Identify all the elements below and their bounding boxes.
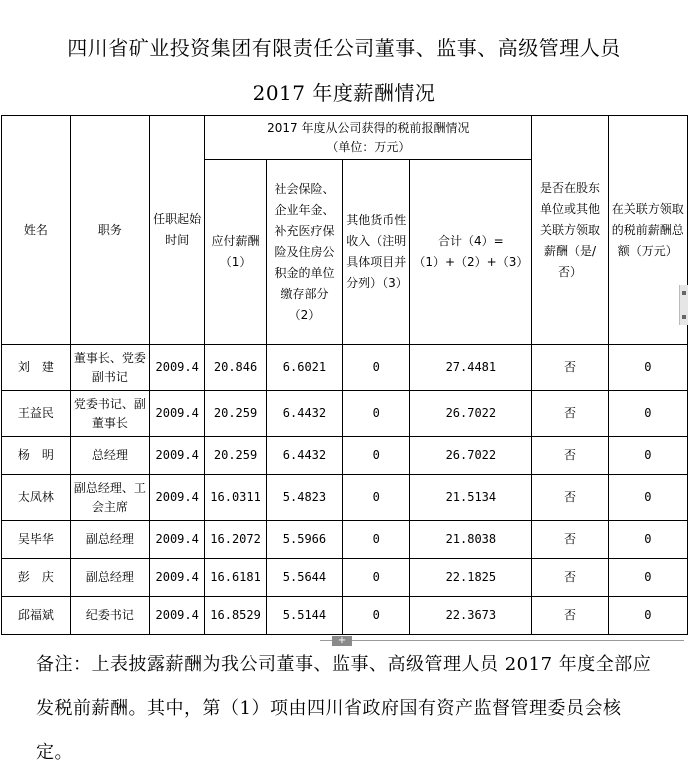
- cell-related-question: 否: [532, 345, 608, 391]
- cell-social: 5.4823: [266, 475, 342, 521]
- cell-name: 邱福斌: [2, 597, 71, 635]
- header-position: 职务: [70, 116, 149, 345]
- document-title-line2: 2017 年度薪酬情况: [252, 81, 436, 105]
- cell-related-amount: 0: [608, 597, 687, 635]
- cell-position: 副总经理: [70, 521, 149, 559]
- table-row: [2, 597, 688, 635]
- header-related-question: 是否在股东单位或其他关联方领取薪酬（是/否）: [532, 116, 608, 345]
- cell-name: 太凤林: [2, 475, 71, 521]
- cell-related-question: 否: [532, 559, 608, 597]
- cell-start: 2009.4: [150, 345, 205, 391]
- header-total: 合计（4）=（1）+（2）+（3）: [410, 160, 532, 345]
- table-resize-handle[interactable]: [679, 285, 688, 325]
- header-salary: 应付薪酬（1）: [205, 160, 266, 345]
- cell-total: 26.7022: [410, 437, 532, 475]
- cell-other: 0: [343, 391, 410, 437]
- cell-salary: 20.259: [205, 391, 266, 437]
- cell-start: 2009.4: [150, 521, 205, 559]
- cell-start: 2009.4: [150, 597, 205, 635]
- cell-total: 21.5134: [410, 475, 532, 521]
- table-row: [2, 475, 688, 521]
- cell-total: 22.3673: [410, 597, 532, 635]
- compensation-table: [1, 115, 688, 635]
- cell-related-amount: 0: [608, 437, 687, 475]
- cell-position: 副总经理、工会主席: [70, 475, 149, 521]
- header-group: [205, 116, 532, 160]
- cell-related-question: 否: [532, 597, 608, 635]
- cell-name: 杨 明: [2, 437, 71, 475]
- cell-social: 6.4432: [266, 437, 342, 475]
- cell-total: 21.8038: [410, 521, 532, 559]
- cell-salary: 16.8529: [205, 597, 266, 635]
- table-insert-guide-line: [320, 640, 684, 641]
- cell-other: 0: [343, 559, 410, 597]
- cell-salary: 16.2072: [205, 521, 266, 559]
- cell-related-question: 否: [532, 475, 608, 521]
- cell-related-question: 否: [532, 437, 608, 475]
- header-social-insurance: 社会保险、企业年金、补充医疗保险及住房公积金的单位缴存部分（2）: [266, 160, 342, 345]
- cell-start: 2009.4: [150, 437, 205, 475]
- cell-name: 吴毕华: [2, 521, 71, 559]
- cell-other: 0: [343, 521, 410, 559]
- header-name: 姓名: [2, 116, 71, 345]
- cell-related-question: 否: [532, 521, 608, 559]
- cell-related-amount: 0: [608, 521, 687, 559]
- header-group-unit: （单位：万元）: [326, 139, 411, 154]
- header-other-income: 其他货币性收入（注明具体项目并分列）（3）: [343, 160, 410, 345]
- table-row: [2, 521, 688, 559]
- add-row-button[interactable]: +: [332, 636, 352, 646]
- cell-name: 彭 庆: [2, 559, 71, 597]
- cell-related-amount: 0: [608, 345, 687, 391]
- cell-social: 5.5644: [266, 559, 342, 597]
- header-related-amount: 在关联方领取的税前薪酬总额（万元）: [608, 116, 687, 345]
- footnote: 备注：上表披露薪酬为我公司董事、监事、高级管理人员 2017 年度全部应发税前薪酬。其中，第（1）项由四川省政府国有资产监督管理委员会核定。: [36, 654, 652, 763]
- cell-related-amount: 0: [608, 475, 687, 521]
- cell-social: 5.5144: [266, 597, 342, 635]
- cell-other: 0: [343, 597, 410, 635]
- cell-other: 0: [343, 437, 410, 475]
- cell-social: 6.6021: [266, 345, 342, 391]
- document-title-line1: 四川省矿业投资集团有限责任公司董事、监事、高级管理人员: [67, 36, 621, 60]
- cell-related-amount: 0: [608, 391, 687, 437]
- cell-salary: 20.846: [205, 345, 266, 391]
- table-header-row: [2, 116, 688, 160]
- cell-start: 2009.4: [150, 559, 205, 597]
- cell-start: 2009.4: [150, 475, 205, 521]
- cell-total: 22.1825: [410, 559, 532, 597]
- table-row: [2, 391, 688, 437]
- cell-social: 5.5966: [266, 521, 342, 559]
- cell-salary: 16.0311: [205, 475, 266, 521]
- header-start-time: 任职起始时间: [150, 116, 205, 345]
- table-row: [2, 345, 688, 391]
- cell-position: 党委书记、副董事长: [70, 391, 149, 437]
- cell-related-question: 否: [532, 391, 608, 437]
- cell-position: 总经理: [70, 437, 149, 475]
- cell-name: 王益民: [2, 391, 71, 437]
- cell-position: 董事长、党委副书记: [70, 345, 149, 391]
- cell-start: 2009.4: [150, 391, 205, 437]
- cell-salary: 20.259: [205, 437, 266, 475]
- cell-other: 0: [343, 345, 410, 391]
- table-row: [2, 559, 688, 597]
- cell-social: 6.4432: [266, 391, 342, 437]
- table-row: [2, 437, 688, 475]
- cell-salary: 16.6181: [205, 559, 266, 597]
- cell-total: 26.7022: [410, 391, 532, 437]
- cell-other: 0: [343, 475, 410, 521]
- cell-total: 27.4481: [410, 345, 532, 391]
- cell-name: 刘 建: [2, 345, 71, 391]
- header-group-title: 2017 年度从公司获得的税前报酬情况: [267, 120, 470, 135]
- cell-position: 纪委书记: [70, 597, 149, 635]
- cell-related-amount: 0: [608, 559, 687, 597]
- cell-position: 副总经理: [70, 559, 149, 597]
